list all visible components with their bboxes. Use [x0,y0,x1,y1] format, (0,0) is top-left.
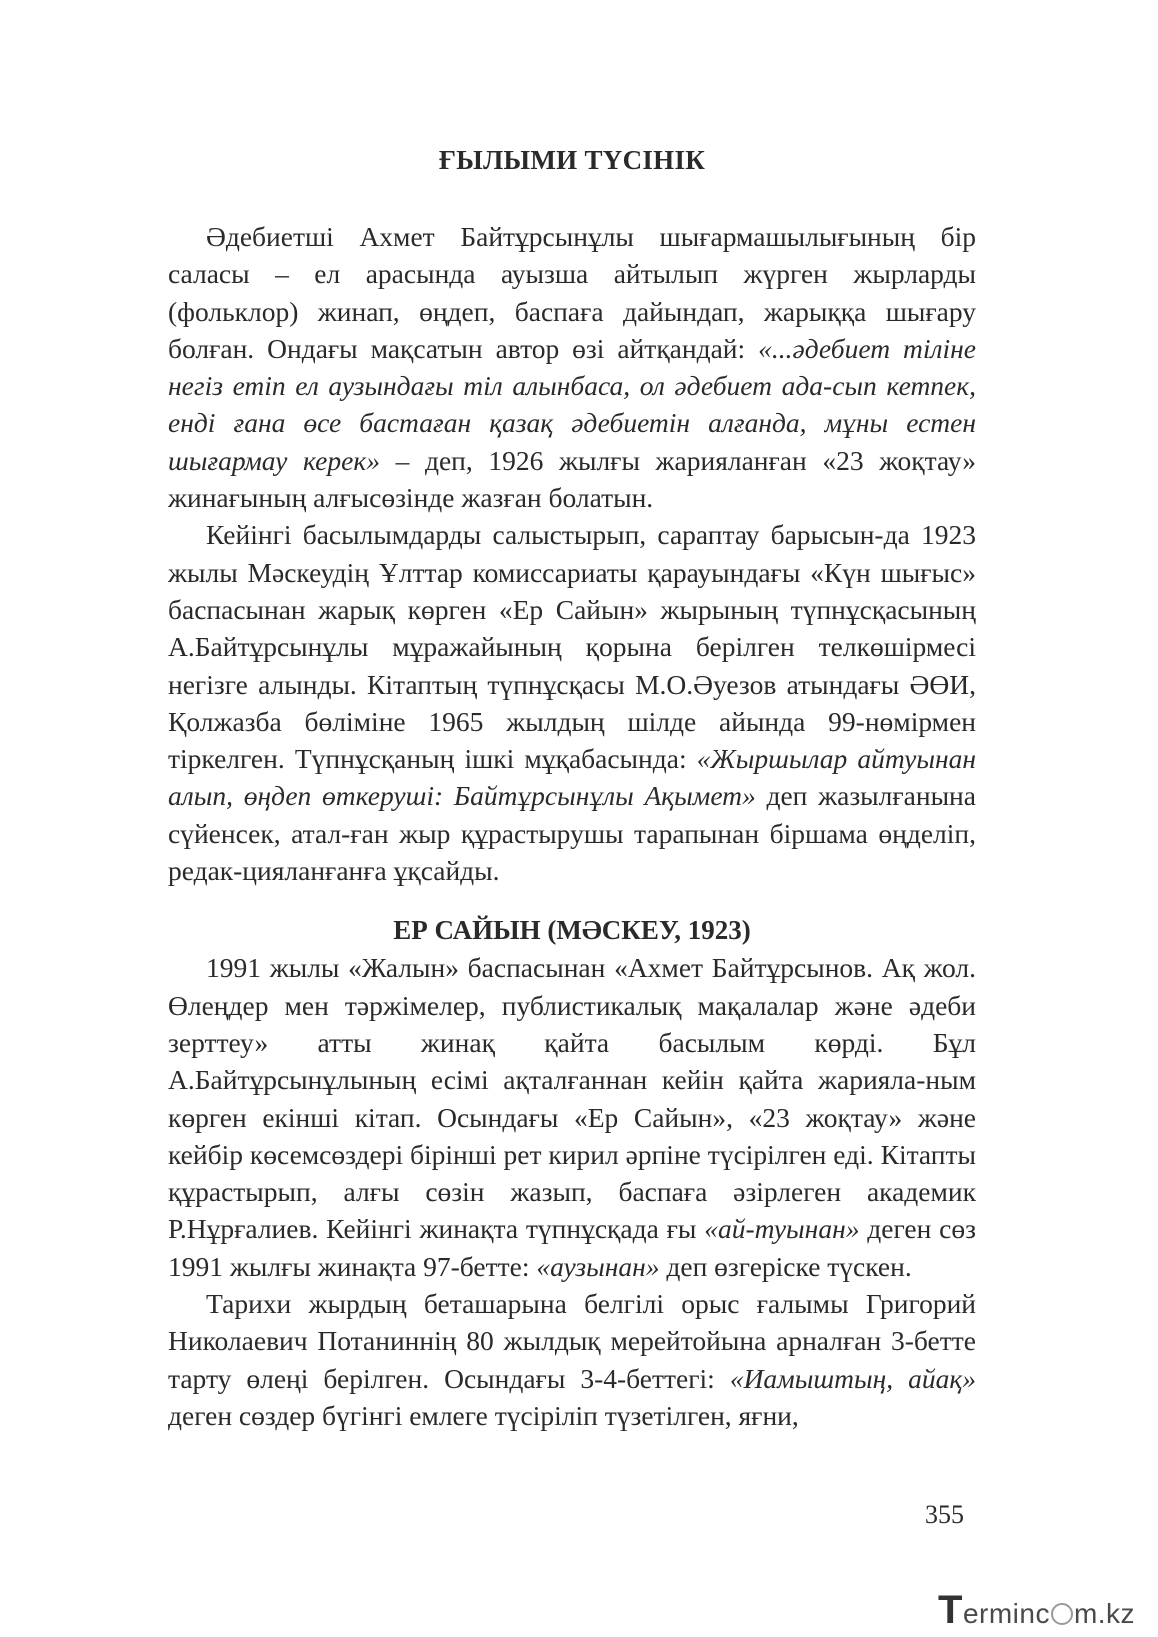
paragraph-1-text-c: – деп, 1926 жылғы жарияланған «23 жоқтау» жинағының алғысөзінде жазған болатын. [168,444,976,514]
page-title: ҒЫЛЫМИ ТҮСІНІК [438,145,706,175]
paragraph-2-text-c: деп жазылғанына сүйенсек, атал-ған жыр құрастырушы тарапынан біршама өңделіп, редак-цияланғанға ұқсайды. [168,780,976,887]
paragraph-1-text-a: Әдебиетші Ахмет Байтұрсынұлы шығармашылығының бір саласы – ел арасында ауызша айтылып жүрген жырларды (фольклор) жинап, өңдеп, баспаға дайындап, жарыққа шығару болған. Ондағы мақсатын автор өзі айтқандай: [168,221,976,364]
paragraph-2-quote: «Жыршылар айтуынан алып, өңдеп өткеруші: Байтұрсынұлы Ақымет» [168,743,976,812]
paragraph-3-text-e: деп өзгеріске түскен. [659,1250,912,1282]
paragraph-3-text-c: деген сөз 1991 жылғы жинақта 97-бетте: [168,1213,977,1282]
paragraph-3 [168,949,976,1285]
paragraph-1-quote: «...әдебиет тіліне негіз етіп ел аузындағы тіл алынбаса, ол әдебиет ада-сып кетпек, енді ғана өсе бастаған қазақ әдебиетін алғанда, мұны естен шығармау керек» [168,332,976,476]
watermark-end: m.kz [1073,1598,1136,1629]
paragraph-3-quote-1: «ай-туынан» [704,1213,860,1245]
paragraph-4-quote: «Иамыштың, айақ» [729,1362,976,1394]
paragraph-3-quote-2: «аузынан» [536,1250,660,1282]
watermark-mid: erminc [962,1598,1050,1629]
paragraph-2-text-a: Кейінгі басылымдарды салыстырып, сараптау барысын-да 1923 жылы Мәскеудің Ұлттар комиссариаты қарауындағы «Күн шығыс» баспасынан жарық көрген «Ер Сайын» жырының түпнұсқасының А.Байтұрсынұлы мұражайының қорына берілген телкөшірмесі негізге алынды. Кітаптың түпнұсқасы М.О.Әуезов атындағы ӘӨИ, Қолжазба бөліміне 1965 жылдың шілде айында 99-нөмірмен тіркелген. Түпнұсқаның ішкі мұқабасында: [168,519,976,775]
paragraph-4-text-a: Тарихи жырдың беташарына белгілі орыс ғалымы Григорий Николаевич Потаниннің 80 жылдық мерейтойына арналған 3-бетте тарту өлеңі берілген. Осындағы 3-4-беттегі: [168,1288,976,1394]
paragraph-2 [168,516,976,889]
paragraph-4 [168,1285,976,1434]
section-subtitle: ЕР САЙЫН (МӘСКЕУ, 1923) [393,915,751,946]
page-number: 355 [925,1500,964,1529]
watermark-logo [938,1588,1135,1633]
magnifier-icon [1051,1603,1073,1625]
document-page [168,140,976,1434]
paragraph-4-text-c: деген сөздер бүгінгі емлеге түсіріліп түзетілген, яғни, [168,1399,799,1431]
paragraph-3-text-a: 1991 жылы «Жалын» баспасынан «Ахмет Байтұрсынов. Ақ жол. Өлеңдер мен тәржімелер, публистикалық мақалалар және әдеби зерттеу» атты жинақ қайта басылым көрді. Бұл А.Байтұрсынұлының есімі ақталғаннан кейін қайта жарияла-ным көрген екінші кітап. Осындағы «Ер Сайын», «23 жоқтау» және кейбір көсемсөздері бірінші рет кирил әрпіне түсірілген еді. Кітапты құрастырып, алғы сөзін жазып, баспаға әзірлеген академик Р.Нұрғалиев. Кейінгі жинақта түпнұсқада ғы [168,952,976,1245]
paragraph-1 [168,218,976,516]
watermark-initial: T [938,1588,963,1632]
